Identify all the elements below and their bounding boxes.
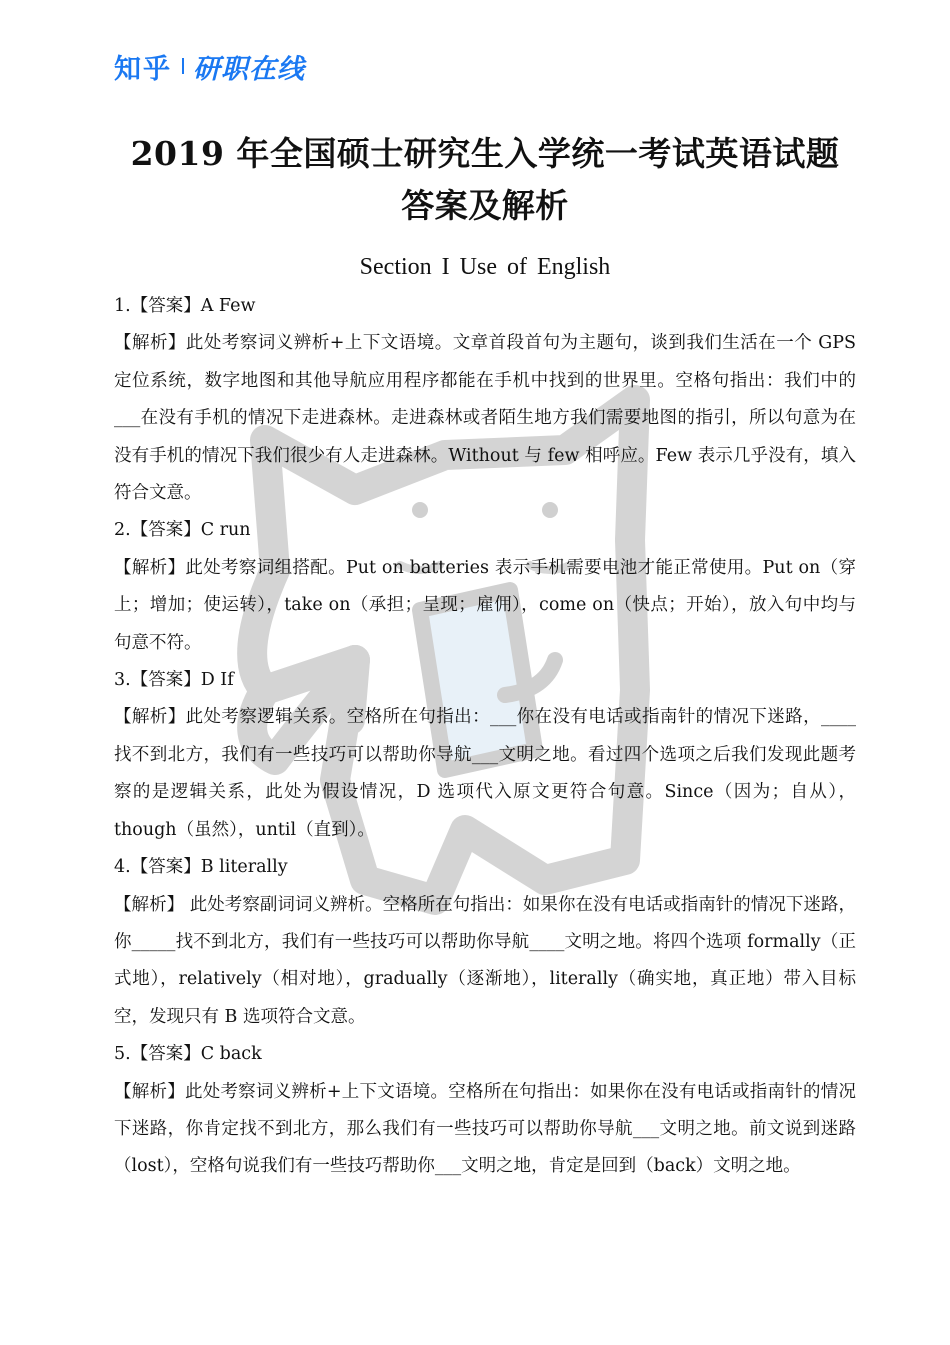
answer-item xyxy=(114,288,856,512)
answer-explanation: 【解析】此处考察逻辑关系。空格所在句指出：___你在没有电话或指南针的情况下迷路，____找不到北方，我们有一些技巧可以帮助你导航___文明之地。看过四个选项之后我们发现此题考察的是逻辑关系，此处为假设情况，D 选项代入原文更符合句意。Since（因为；自从），though（虽然），until（直到）。 xyxy=(114,707,856,840)
answer-item xyxy=(114,512,856,662)
answer-item xyxy=(114,1036,856,1186)
document-title xyxy=(114,128,856,232)
answer-label: 3.【答案】D If xyxy=(114,670,234,691)
answer-item xyxy=(114,849,856,1036)
answer-label: 2.【答案】C run xyxy=(114,520,251,541)
title-line-2: 答案及解析 xyxy=(401,186,569,225)
answer-explanation: 【解析】此处考察词义辨析+上下文语境。空格所在句指出：如果你在没有电话或指南针的情况下迷路，你肯定找不到北方，那么我们有一些技巧可以帮助你导航___文明之地。前文说到迷路（lost），空格句说我们有一些技巧帮助你___文明之地，肯定是回到（back）文明之地。 xyxy=(114,1081,856,1177)
answer-label: 1.【答案】A Few xyxy=(114,296,256,316)
answer-label: 4.【答案】B literally xyxy=(114,857,288,878)
answer-list xyxy=(114,288,856,1186)
logo-brand-text: 研职在线 xyxy=(193,53,305,85)
answer-explanation: 【解析】此处考察词义辨析+上下文语境。文章首段首句为主题句，谈到我们生活在一个 GPS 定位系统，数字地图和其他导航应用程序都能在手机中找到的世界里。空格句指出：我们中的___在没有手机的情况下走进森林。走进森林或者陌生地方我们需要地图的指引，所以句意为在没有手机的情况下我们很少有人走进森林。Without 与 few 相呼应。Few 表示几乎没有，填入符合文意。 xyxy=(114,333,856,504)
answer-explanation: 【解析】此处考察词组搭配。Put on batteries 表示手机需要电池才能正常使用。Put on（穿上；增加；使运转），take on（承担；呈现；雇佣），come on（快点；开始），放入句中均与句意不符。 xyxy=(114,557,856,653)
answer-explanation: 【解析】 此处考察副词词义辨析。空格所在句指出：如果你在没有电话或指南针的情况下迷路，你_____找不到北方，我们有一些技巧可以帮助你导航____文明之地。将四个选项 formally（正式地），relatively（相对地），gradually（逐渐地），literally（确实地，真正地）带入目标空，发现只有 B 选项符合文意。 xyxy=(114,894,856,1027)
title-line-1: 2019 年全国硕士研究生入学统一考试英语试题 xyxy=(130,134,840,173)
logo-separator xyxy=(182,58,184,74)
answer-label: 5.【答案】C back xyxy=(114,1044,262,1065)
document-content xyxy=(114,128,856,1186)
section-heading: Section I Use of English xyxy=(359,254,611,280)
logo-primary-text: 知乎 xyxy=(114,53,172,85)
zhihu-logo xyxy=(114,46,305,86)
answer-item xyxy=(114,662,856,849)
